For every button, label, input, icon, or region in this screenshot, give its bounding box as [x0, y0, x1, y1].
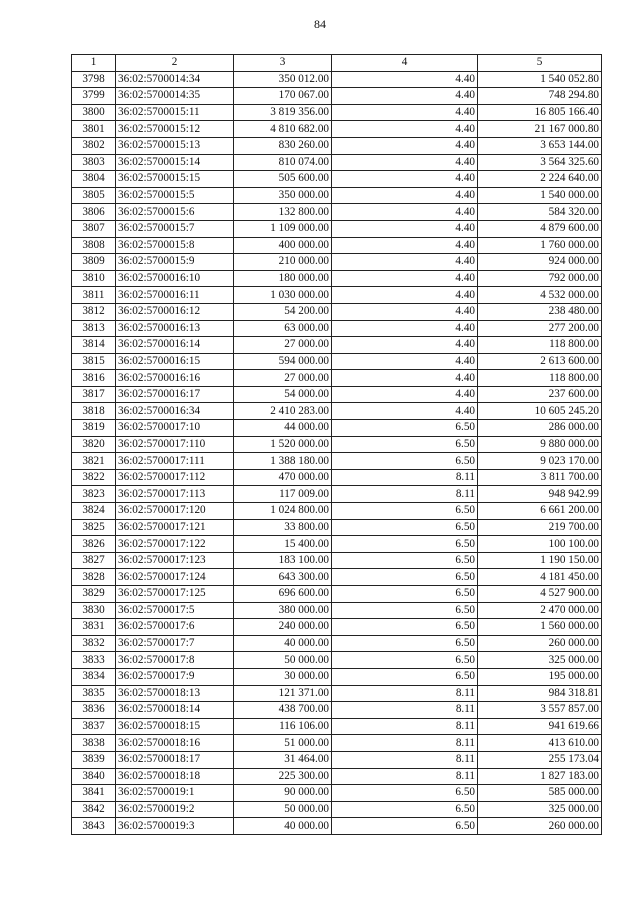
row-number-cell: 3839 [72, 751, 116, 768]
row-number-cell: 3810 [72, 270, 116, 287]
cadastral-value-cell: 286 000.00 [478, 420, 602, 437]
rate-cell: 6.50 [332, 785, 478, 802]
cadastral-value-cell: 118 800.00 [478, 337, 602, 354]
rate-cell: 4.40 [332, 337, 478, 354]
cadastral-value-cell: 100 100.00 [478, 536, 602, 553]
table-row [72, 270, 602, 287]
rate-cell: 4.40 [332, 88, 478, 105]
area-value-cell: 27 000.00 [234, 337, 332, 354]
area-value-cell: 50 000.00 [234, 652, 332, 669]
rate-cell: 8.11 [332, 768, 478, 785]
row-number-cell: 3821 [72, 453, 116, 470]
table-row [72, 486, 602, 503]
area-value-cell: 31 464.00 [234, 751, 332, 768]
area-value-cell: 400 000.00 [234, 237, 332, 254]
cadastral-number-cell: 36:02:5700015:11 [116, 104, 234, 121]
area-value-cell: 44 000.00 [234, 420, 332, 437]
row-number-cell: 3798 [72, 71, 116, 88]
rate-cell: 4.40 [332, 353, 478, 370]
area-value-cell: 225 300.00 [234, 768, 332, 785]
cadastral-number-cell: 36:02:5700016:16 [116, 370, 234, 387]
rate-cell: 8.11 [332, 702, 478, 719]
cadastral-value-cell: 413 610.00 [478, 735, 602, 752]
row-number-cell: 3823 [72, 486, 116, 503]
cadastral-value-cell: 1 540 000.00 [478, 187, 602, 204]
table-row [72, 519, 602, 536]
cadastral-value-cell: 924 000.00 [478, 254, 602, 271]
table-row [72, 751, 602, 768]
cadastral-number-cell: 36:02:5700016:13 [116, 320, 234, 337]
table-row [72, 469, 602, 486]
row-number-cell: 3800 [72, 104, 116, 121]
table-row [72, 370, 602, 387]
rate-cell: 4.40 [332, 171, 478, 188]
row-number-cell: 3813 [72, 320, 116, 337]
cadastral-value-cell: 2 470 000.00 [478, 602, 602, 619]
row-number-cell: 3808 [72, 237, 116, 254]
page-number: 84 [314, 17, 326, 31]
table-row [72, 403, 602, 420]
table-row [72, 586, 602, 603]
rate-cell: 6.50 [332, 586, 478, 603]
rate-cell: 4.40 [332, 237, 478, 254]
rate-cell: 6.50 [332, 569, 478, 586]
row-number-cell: 3812 [72, 303, 116, 320]
row-number-cell: 3836 [72, 702, 116, 719]
cadastral-value-cell: 3 653 144.00 [478, 137, 602, 154]
cadastral-number-cell: 36:02:5700017:111 [116, 453, 234, 470]
cadastral-value-cell: 325 000.00 [478, 652, 602, 669]
cadastral-value-cell: 1 760 000.00 [478, 237, 602, 254]
row-number-cell: 3803 [72, 154, 116, 171]
rate-cell: 8.11 [332, 685, 478, 702]
rate-cell: 4.40 [332, 320, 478, 337]
row-number-cell: 3838 [72, 735, 116, 752]
table-row [72, 685, 602, 702]
area-value-cell: 350 000.00 [234, 187, 332, 204]
cadastral-number-cell: 36:02:5700017:112 [116, 469, 234, 486]
row-number-cell: 3835 [72, 685, 116, 702]
area-value-cell: 180 000.00 [234, 270, 332, 287]
cadastral-number-cell: 36:02:5700018:18 [116, 768, 234, 785]
area-value-cell: 30 000.00 [234, 668, 332, 685]
row-number-cell: 3804 [72, 171, 116, 188]
row-number-cell: 3825 [72, 519, 116, 536]
table-row [72, 104, 602, 121]
cadastral-value-cell: 4 532 000.00 [478, 287, 602, 304]
cadastral-value-cell: 1 560 000.00 [478, 619, 602, 636]
cadastral-value-cell: 1 540 052.80 [478, 71, 602, 88]
table-row [72, 668, 602, 685]
table-row [72, 453, 602, 470]
table-row [72, 204, 602, 221]
cadastral-value-cell: 238 480.00 [478, 303, 602, 320]
cadastral-number-cell: 36:02:5700019:3 [116, 818, 234, 835]
cadastral-number-cell: 36:02:5700018:13 [116, 685, 234, 702]
row-number-cell: 3828 [72, 569, 116, 586]
area-value-cell: 810 074.00 [234, 154, 332, 171]
cadastral-value-cell: 3 557 857.00 [478, 702, 602, 719]
cadastral-number-cell: 36:02:5700016:14 [116, 337, 234, 354]
area-value-cell: 2 410 283.00 [234, 403, 332, 420]
area-value-cell: 240 000.00 [234, 619, 332, 636]
cadastral-number-cell: 36:02:5700014:35 [116, 88, 234, 105]
rate-cell: 4.40 [332, 154, 478, 171]
table-row [72, 88, 602, 105]
cadastral-value-cell: 325 000.00 [478, 801, 602, 818]
cadastral-number-cell: 36:02:5700015:6 [116, 204, 234, 221]
row-number-cell: 3832 [72, 635, 116, 652]
row-number-cell: 3822 [72, 469, 116, 486]
row-number-cell: 3809 [72, 254, 116, 271]
row-number-cell: 3816 [72, 370, 116, 387]
table-row [72, 619, 602, 636]
cadastral-value-cell: 195 000.00 [478, 668, 602, 685]
column-header-4: 4 [332, 55, 478, 72]
rate-cell: 8.11 [332, 751, 478, 768]
cadastral-number-cell: 36:02:5700019:1 [116, 785, 234, 802]
rate-cell: 4.40 [332, 137, 478, 154]
table-row [72, 536, 602, 553]
table-row [72, 718, 602, 735]
rate-cell: 6.50 [332, 818, 478, 835]
cadastral-number-cell: 36:02:5700017:10 [116, 420, 234, 437]
table-row [72, 569, 602, 586]
cadastral-value-cell: 9 880 000.00 [478, 436, 602, 453]
cadastral-value-cell: 1 190 150.00 [478, 552, 602, 569]
table-row [72, 652, 602, 669]
cadastral-value-cell: 585 000.00 [478, 785, 602, 802]
table-row [72, 320, 602, 337]
cadastral-number-cell: 36:02:5700015:14 [116, 154, 234, 171]
area-value-cell: 438 700.00 [234, 702, 332, 719]
row-number-cell: 3827 [72, 552, 116, 569]
cadastral-number-cell: 36:02:5700018:16 [116, 735, 234, 752]
cadastral-value-cell: 237 600.00 [478, 386, 602, 403]
cadastral-number-cell: 36:02:5700016:12 [116, 303, 234, 320]
rate-cell: 8.11 [332, 718, 478, 735]
table-row [72, 420, 602, 437]
area-value-cell: 594 000.00 [234, 353, 332, 370]
table-row [72, 818, 602, 835]
row-number-cell: 3837 [72, 718, 116, 735]
table-row [72, 337, 602, 354]
cadastral-value-cell: 10 605 245.20 [478, 403, 602, 420]
rate-cell: 4.40 [332, 71, 478, 88]
area-value-cell: 132 800.00 [234, 204, 332, 221]
cadastral-number-cell: 36:02:5700016:11 [116, 287, 234, 304]
area-value-cell: 1 520 000.00 [234, 436, 332, 453]
rate-cell: 6.50 [332, 519, 478, 536]
row-number-cell: 3815 [72, 353, 116, 370]
area-value-cell: 1 388 180.00 [234, 453, 332, 470]
table-row [72, 386, 602, 403]
area-value-cell: 40 000.00 [234, 635, 332, 652]
area-value-cell: 27 000.00 [234, 370, 332, 387]
rate-cell: 4.40 [332, 121, 478, 138]
cadastral-value-cell: 260 000.00 [478, 635, 602, 652]
table-row [72, 785, 602, 802]
rate-cell: 8.11 [332, 735, 478, 752]
cadastral-number-cell: 36:02:5700018:15 [116, 718, 234, 735]
cadastral-number-cell: 36:02:5700017:8 [116, 652, 234, 669]
area-value-cell: 54 000.00 [234, 386, 332, 403]
cadastral-value-cell: 16 805 166.40 [478, 104, 602, 121]
table-row [72, 801, 602, 818]
rate-cell: 4.40 [332, 287, 478, 304]
cadastral-number-cell: 36:02:5700016:10 [116, 270, 234, 287]
area-value-cell: 63 000.00 [234, 320, 332, 337]
cadastral-number-cell: 36:02:5700015:15 [116, 171, 234, 188]
area-value-cell: 183 100.00 [234, 552, 332, 569]
table-row [72, 220, 602, 237]
rate-cell: 4.40 [332, 386, 478, 403]
area-value-cell: 54 200.00 [234, 303, 332, 320]
cadastral-value-cell: 219 700.00 [478, 519, 602, 536]
column-header-1: 1 [72, 55, 116, 72]
table-row [72, 154, 602, 171]
rate-cell: 6.50 [332, 652, 478, 669]
area-value-cell: 830 260.00 [234, 137, 332, 154]
rate-cell: 6.50 [332, 436, 478, 453]
row-number-cell: 3802 [72, 137, 116, 154]
area-value-cell: 350 012.00 [234, 71, 332, 88]
row-number-cell: 3826 [72, 536, 116, 553]
rate-cell: 4.40 [332, 204, 478, 221]
table-row [72, 287, 602, 304]
table-row [72, 237, 602, 254]
row-number-cell: 3806 [72, 204, 116, 221]
cadastral-value-cell: 2 613 600.00 [478, 353, 602, 370]
row-number-cell: 3818 [72, 403, 116, 420]
rate-cell: 6.50 [332, 453, 478, 470]
cadastral-value-table [71, 54, 602, 835]
cadastral-number-cell: 36:02:5700017:123 [116, 552, 234, 569]
area-value-cell: 50 000.00 [234, 801, 332, 818]
table-row [72, 187, 602, 204]
area-value-cell: 505 600.00 [234, 171, 332, 188]
cadastral-value-cell: 260 000.00 [478, 818, 602, 835]
rate-cell: 4.40 [332, 303, 478, 320]
rate-cell: 6.50 [332, 503, 478, 520]
rate-cell: 6.50 [332, 801, 478, 818]
rate-cell: 4.40 [332, 254, 478, 271]
area-value-cell: 33 800.00 [234, 519, 332, 536]
row-number-cell: 3824 [72, 503, 116, 520]
table-row [72, 503, 602, 520]
cadastral-value-cell: 584 320.00 [478, 204, 602, 221]
cadastral-value-cell: 1 827 183.00 [478, 768, 602, 785]
table-row [72, 436, 602, 453]
cadastral-number-cell: 36:02:5700019:2 [116, 801, 234, 818]
cadastral-number-cell: 36:02:5700018:14 [116, 702, 234, 719]
cadastral-number-cell: 36:02:5700017:9 [116, 668, 234, 685]
row-number-cell: 3807 [72, 220, 116, 237]
table-row [72, 254, 602, 271]
cadastral-value-cell: 9 023 170.00 [478, 453, 602, 470]
cadastral-number-cell: 36:02:5700017:113 [116, 486, 234, 503]
row-number-cell: 3805 [72, 187, 116, 204]
table-row [72, 171, 602, 188]
area-value-cell: 1 109 000.00 [234, 220, 332, 237]
rate-cell: 8.11 [332, 469, 478, 486]
row-number-cell: 3811 [72, 287, 116, 304]
cadastral-value-cell: 948 942.99 [478, 486, 602, 503]
area-value-cell: 3 819 356.00 [234, 104, 332, 121]
cadastral-number-cell: 36:02:5700017:125 [116, 586, 234, 603]
rate-cell: 6.50 [332, 420, 478, 437]
cadastral-value-cell: 4 879 600.00 [478, 220, 602, 237]
cadastral-value-cell: 4 527 900.00 [478, 586, 602, 603]
row-number-cell: 3829 [72, 586, 116, 603]
row-number-cell: 3833 [72, 652, 116, 669]
cadastral-number-cell: 36:02:5700017:110 [116, 436, 234, 453]
table-row [72, 602, 602, 619]
cadastral-value-cell: 255 173.04 [478, 751, 602, 768]
cadastral-value-cell: 3 564 325.60 [478, 154, 602, 171]
cadastral-number-cell: 36:02:5700017:5 [116, 602, 234, 619]
row-number-cell: 3841 [72, 785, 116, 802]
row-number-cell: 3840 [72, 768, 116, 785]
rate-cell: 4.40 [332, 220, 478, 237]
cadastral-number-cell: 36:02:5700017:6 [116, 619, 234, 636]
table-row [72, 635, 602, 652]
cadastral-number-cell: 36:02:5700016:34 [116, 403, 234, 420]
rate-cell: 4.40 [332, 370, 478, 387]
area-value-cell: 4 810 682.00 [234, 121, 332, 138]
table-row [72, 137, 602, 154]
row-number-cell: 3820 [72, 436, 116, 453]
cadastral-value-cell: 118 800.00 [478, 370, 602, 387]
area-value-cell: 15 400.00 [234, 536, 332, 553]
cadastral-value-cell: 21 167 000.80 [478, 121, 602, 138]
cadastral-value-cell: 792 000.00 [478, 270, 602, 287]
cadastral-number-cell: 36:02:5700017:121 [116, 519, 234, 536]
cadastral-number-cell: 36:02:5700015:13 [116, 137, 234, 154]
rate-cell: 4.40 [332, 104, 478, 121]
area-value-cell: 117 009.00 [234, 486, 332, 503]
row-number-cell: 3843 [72, 818, 116, 835]
area-value-cell: 51 000.00 [234, 735, 332, 752]
rate-cell: 4.40 [332, 270, 478, 287]
row-number-cell: 3814 [72, 337, 116, 354]
area-value-cell: 1 030 000.00 [234, 287, 332, 304]
rate-cell: 6.50 [332, 619, 478, 636]
cadastral-number-cell: 36:02:5700016:17 [116, 386, 234, 403]
rate-cell: 8.11 [332, 486, 478, 503]
row-number-cell: 3842 [72, 801, 116, 818]
area-value-cell: 643 300.00 [234, 569, 332, 586]
area-value-cell: 210 000.00 [234, 254, 332, 271]
rate-cell: 4.40 [332, 403, 478, 420]
cadastral-value-cell: 3 811 700.00 [478, 469, 602, 486]
rate-cell: 6.50 [332, 635, 478, 652]
cadastral-value-cell: 984 318.81 [478, 685, 602, 702]
area-value-cell: 470 000.00 [234, 469, 332, 486]
row-number-cell: 3834 [72, 668, 116, 685]
row-number-cell: 3830 [72, 602, 116, 619]
cadastral-value-cell: 2 224 640.00 [478, 171, 602, 188]
table-row [72, 121, 602, 138]
cadastral-number-cell: 36:02:5700015:5 [116, 187, 234, 204]
cadastral-number-cell: 36:02:5700015:9 [116, 254, 234, 271]
area-value-cell: 121 371.00 [234, 685, 332, 702]
cadastral-number-cell: 36:02:5700014:34 [116, 71, 234, 88]
column-header-3: 3 [234, 55, 332, 72]
area-value-cell: 696 600.00 [234, 586, 332, 603]
cadastral-number-cell: 36:02:5700018:17 [116, 751, 234, 768]
table-row [72, 353, 602, 370]
cadastral-number-cell: 36:02:5700017:124 [116, 569, 234, 586]
cadastral-number-cell: 36:02:5700015:8 [116, 237, 234, 254]
row-number-cell: 3801 [72, 121, 116, 138]
cadastral-number-cell: 36:02:5700015:12 [116, 121, 234, 138]
cadastral-number-cell: 36:02:5700016:15 [116, 353, 234, 370]
area-value-cell: 40 000.00 [234, 818, 332, 835]
area-value-cell: 116 106.00 [234, 718, 332, 735]
rate-cell: 4.40 [332, 187, 478, 204]
cadastral-value-cell: 748 294.80 [478, 88, 602, 105]
cadastral-value-cell: 6 661 200.00 [478, 503, 602, 520]
table-row [72, 303, 602, 320]
area-value-cell: 380 000.00 [234, 602, 332, 619]
table-row [72, 768, 602, 785]
cadastral-number-cell: 36:02:5700017:7 [116, 635, 234, 652]
row-number-cell: 3799 [72, 88, 116, 105]
area-value-cell: 1 024 800.00 [234, 503, 332, 520]
cadastral-number-cell: 36:02:5700015:7 [116, 220, 234, 237]
row-number-cell: 3831 [72, 619, 116, 636]
table-header-row [72, 55, 602, 72]
cadastral-value-cell: 941 619.66 [478, 718, 602, 735]
rate-cell: 6.50 [332, 552, 478, 569]
rate-cell: 6.50 [332, 668, 478, 685]
column-header-5: 5 [478, 55, 602, 72]
rate-cell: 6.50 [332, 536, 478, 553]
rate-cell: 6.50 [332, 602, 478, 619]
table-body [72, 71, 602, 834]
cadastral-number-cell: 36:02:5700017:122 [116, 536, 234, 553]
cadastral-value-cell: 4 181 450.00 [478, 569, 602, 586]
row-number-cell: 3817 [72, 386, 116, 403]
cadastral-number-cell: 36:02:5700017:120 [116, 503, 234, 520]
row-number-cell: 3819 [72, 420, 116, 437]
table-row [72, 702, 602, 719]
table-row [72, 735, 602, 752]
area-value-cell: 170 067.00 [234, 88, 332, 105]
cadastral-value-cell: 277 200.00 [478, 320, 602, 337]
table-row [72, 71, 602, 88]
area-value-cell: 90 000.00 [234, 785, 332, 802]
column-header-2: 2 [116, 55, 234, 72]
table-row [72, 552, 602, 569]
